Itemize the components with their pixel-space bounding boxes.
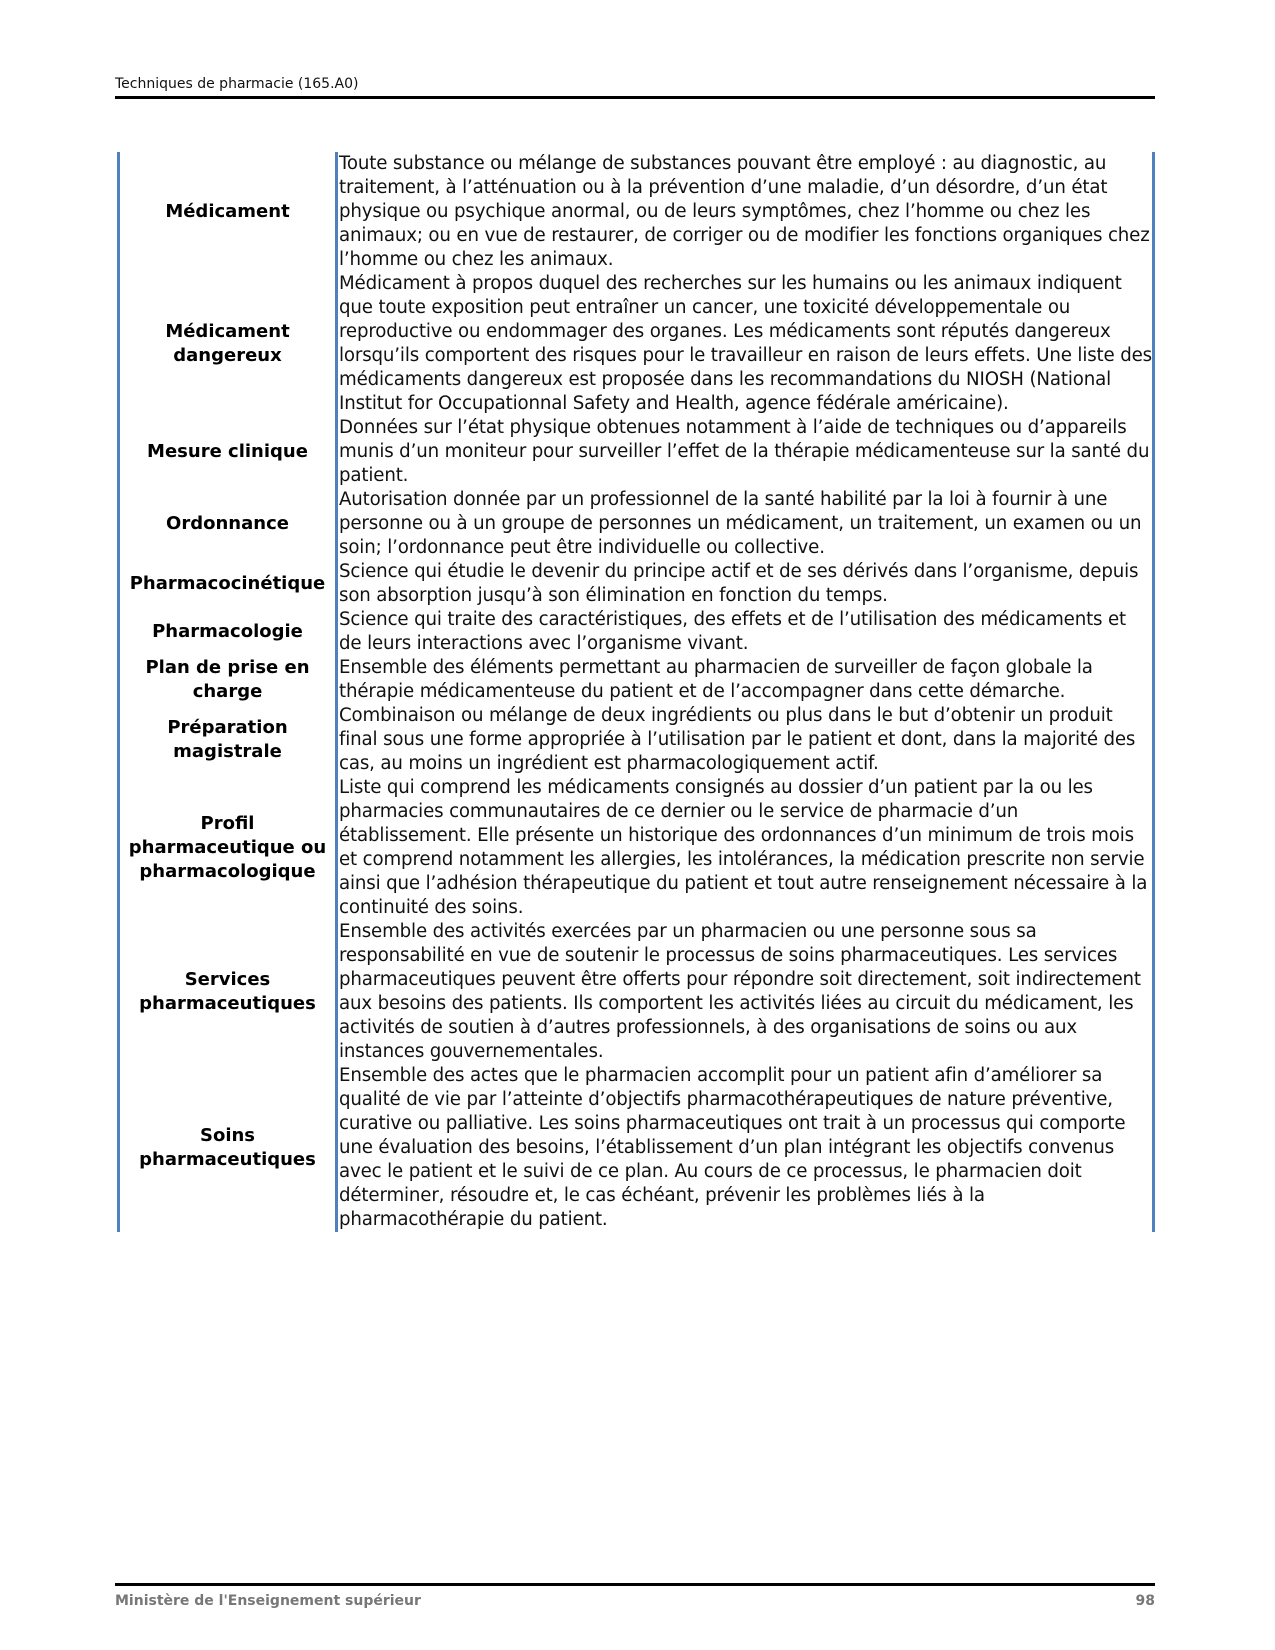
glossary-definition: Science qui traite des caractéristiques, des effets et de l’utilisation des médicaments et de leurs interactions avec l’organisme vivant. <box>339 609 1127 654</box>
glossary-definition: Ensemble des activités exercées par un pharmacien ou une personne sous sa responsabilité en vue de soutenir le processus de soins pharmaceutiques. Les services pharmaceutiques peuvent être offerts pour répondre soit directement, soit indirectement aux besoins des patients. Ils comportent les activités liées au circuit du médicament, les activités de soutien à d’autres professionnels, à des organisations de soins ou aux instances gouvernementales. <box>339 921 1141 1062</box>
term-cell <box>117 152 335 272</box>
glossary-term: Soins pharmaceutiques <box>139 1125 316 1170</box>
glossary-definition: Données sur l’état physique obtenues notamment à l’aide de techniques ou d’appareils munis d’un moniteur pour surveiller l’effet de la thérapie médicamenteuse sur la santé du patient. <box>339 417 1150 486</box>
glossary-definition: Combinaison ou mélange de deux ingrédients ou plus dans le but d’obtenir un produit final sous une forme appropriée à l’utilisation par le patient et dont, dans la majorité des cas, au moins un ingrédient est pharmacologiquement actif. <box>339 705 1136 774</box>
term-cell <box>117 608 335 656</box>
document-title: Techniques de pharmacie (165.A0) <box>115 76 359 92</box>
term-cell <box>117 560 335 608</box>
term-cell <box>117 488 335 560</box>
definition-cell <box>335 1064 1155 1232</box>
term-cell <box>117 416 335 488</box>
glossary-term: Pharmacologie <box>152 621 303 642</box>
page-number: 98 <box>1135 1593 1155 1609</box>
glossary-term: Médicament <box>165 201 290 222</box>
glossary-definition: Science qui étudie le devenir du principe actif et de ses dérivés dans l’organisme, depuis son absorption jusqu’à son élimination en fonction du temps. <box>339 561 1139 606</box>
glossary-term: Médicament dangereux <box>165 321 290 366</box>
glossary-definition: Liste qui comprend les médicaments consignés au dossier d’un patient par la ou les pharmacies communautaires de ce dernier ou le service de pharmacie d’un établissement. Elle présente un historique des ordonnances d’un minimum de trois mois et comprend notamment les allergies, les intolérances, la médication prescrite non servie ainsi que l’adhésion thérapeutique du patient et tout autre renseignement nécessaire à la continuité des soins. <box>339 777 1148 918</box>
glossary-definition: Autorisation donnée par un professionnel de la santé habilité par la loi à fournir à une personne ou à un groupe de personnes un médicament, un traitement, un examen ou un soin; l’ordonnance peut être individuelle ou collective. <box>339 489 1142 558</box>
footer-ministry: Ministère de l'Enseignement supérieur <box>115 1593 421 1609</box>
glossary-row <box>117 608 1157 656</box>
header-divider <box>115 96 1155 99</box>
glossary-row <box>117 152 1157 272</box>
glossary-row <box>117 1064 1157 1232</box>
definition-cell <box>335 656 1155 704</box>
glossary-term: Plan de prise en charge <box>145 657 310 702</box>
glossary-row <box>117 272 1157 416</box>
glossary-term: Services pharmaceutiques <box>139 969 316 1014</box>
glossary-row <box>117 560 1157 608</box>
term-cell <box>117 656 335 704</box>
page-header <box>115 75 1155 93</box>
glossary-definition: Toute substance ou mélange de substances pouvant être employé : au diagnostic, au traitement, à l’atténuation ou à la prévention d’une maladie, d’un désordre, d’un état physique ou psychique anormal, ou de leurs symptômes, chez l’homme ou chez les animaux; ou en vue de restaurer, de corriger ou de modifier les fonctions organiques chez l’homme ou chez les animaux. <box>339 153 1150 270</box>
glossary-term: Profil pharmaceutique ou pharmacologique <box>128 813 327 882</box>
glossary-definition: Ensemble des actes que le pharmacien accomplit pour un patient afin d’améliorer sa qualité de vie par l’atteinte d’objectifs pharmacothérapeutiques de nature préventive, curative ou palliative. Les soins pharmaceutiques ont trait à un processus qui comporte une évaluation des besoins, l’établissement d’un plan intégrant les objectifs convenus avec le patient et le suivi de ce plan. Au cours de ce processus, le pharmacien doit déterminer, résoudre et, le cas échéant, prévenir les problèmes liés à la pharmacothérapie du patient. <box>339 1065 1126 1230</box>
definition-cell <box>335 488 1155 560</box>
glossary-table <box>117 152 1157 1232</box>
glossary-row <box>117 920 1157 1064</box>
glossary-row <box>117 776 1157 920</box>
glossary-row <box>117 704 1157 776</box>
definition-cell <box>335 608 1155 656</box>
glossary-term: Ordonnance <box>166 513 289 534</box>
glossary-term: Pharmacocinétique <box>129 573 326 594</box>
definition-cell <box>335 272 1155 416</box>
glossary-definition: Ensemble des éléments permettant au pharmacien de surveiller de façon globale la thérapie médicamenteuse du patient et de l’accompagner dans cette démarche. <box>339 657 1093 702</box>
glossary-definition: Médicament à propos duquel des recherches sur les humains ou les animaux indiquent que toute exposition peut entraîner un cancer, une toxicité développementale ou reproductive ou endommager des organes. Les médicaments sont réputés dangereux lorsqu’ils comportent des risques pour le travailleur en raison de leurs effets. Une liste des médicaments dangereux est proposée dans les recommandations du NIOSH (National Institut for Occupationnal Safety and Health, agence fédérale américaine). <box>339 273 1152 414</box>
glossary-term: Mesure clinique <box>147 441 308 462</box>
term-cell <box>117 1064 335 1232</box>
definition-cell <box>335 920 1155 1064</box>
glossary-term: Préparation magistrale <box>167 717 288 762</box>
definition-cell <box>335 776 1155 920</box>
glossary-row <box>117 416 1157 488</box>
term-cell <box>117 272 335 416</box>
definition-cell <box>335 704 1155 776</box>
definition-cell <box>335 416 1155 488</box>
term-cell <box>117 704 335 776</box>
glossary-row <box>117 656 1157 704</box>
definition-cell <box>335 152 1155 272</box>
glossary-row <box>117 488 1157 560</box>
term-cell <box>117 776 335 920</box>
term-cell <box>117 920 335 1064</box>
footer-divider <box>115 1583 1155 1586</box>
definition-cell <box>335 560 1155 608</box>
